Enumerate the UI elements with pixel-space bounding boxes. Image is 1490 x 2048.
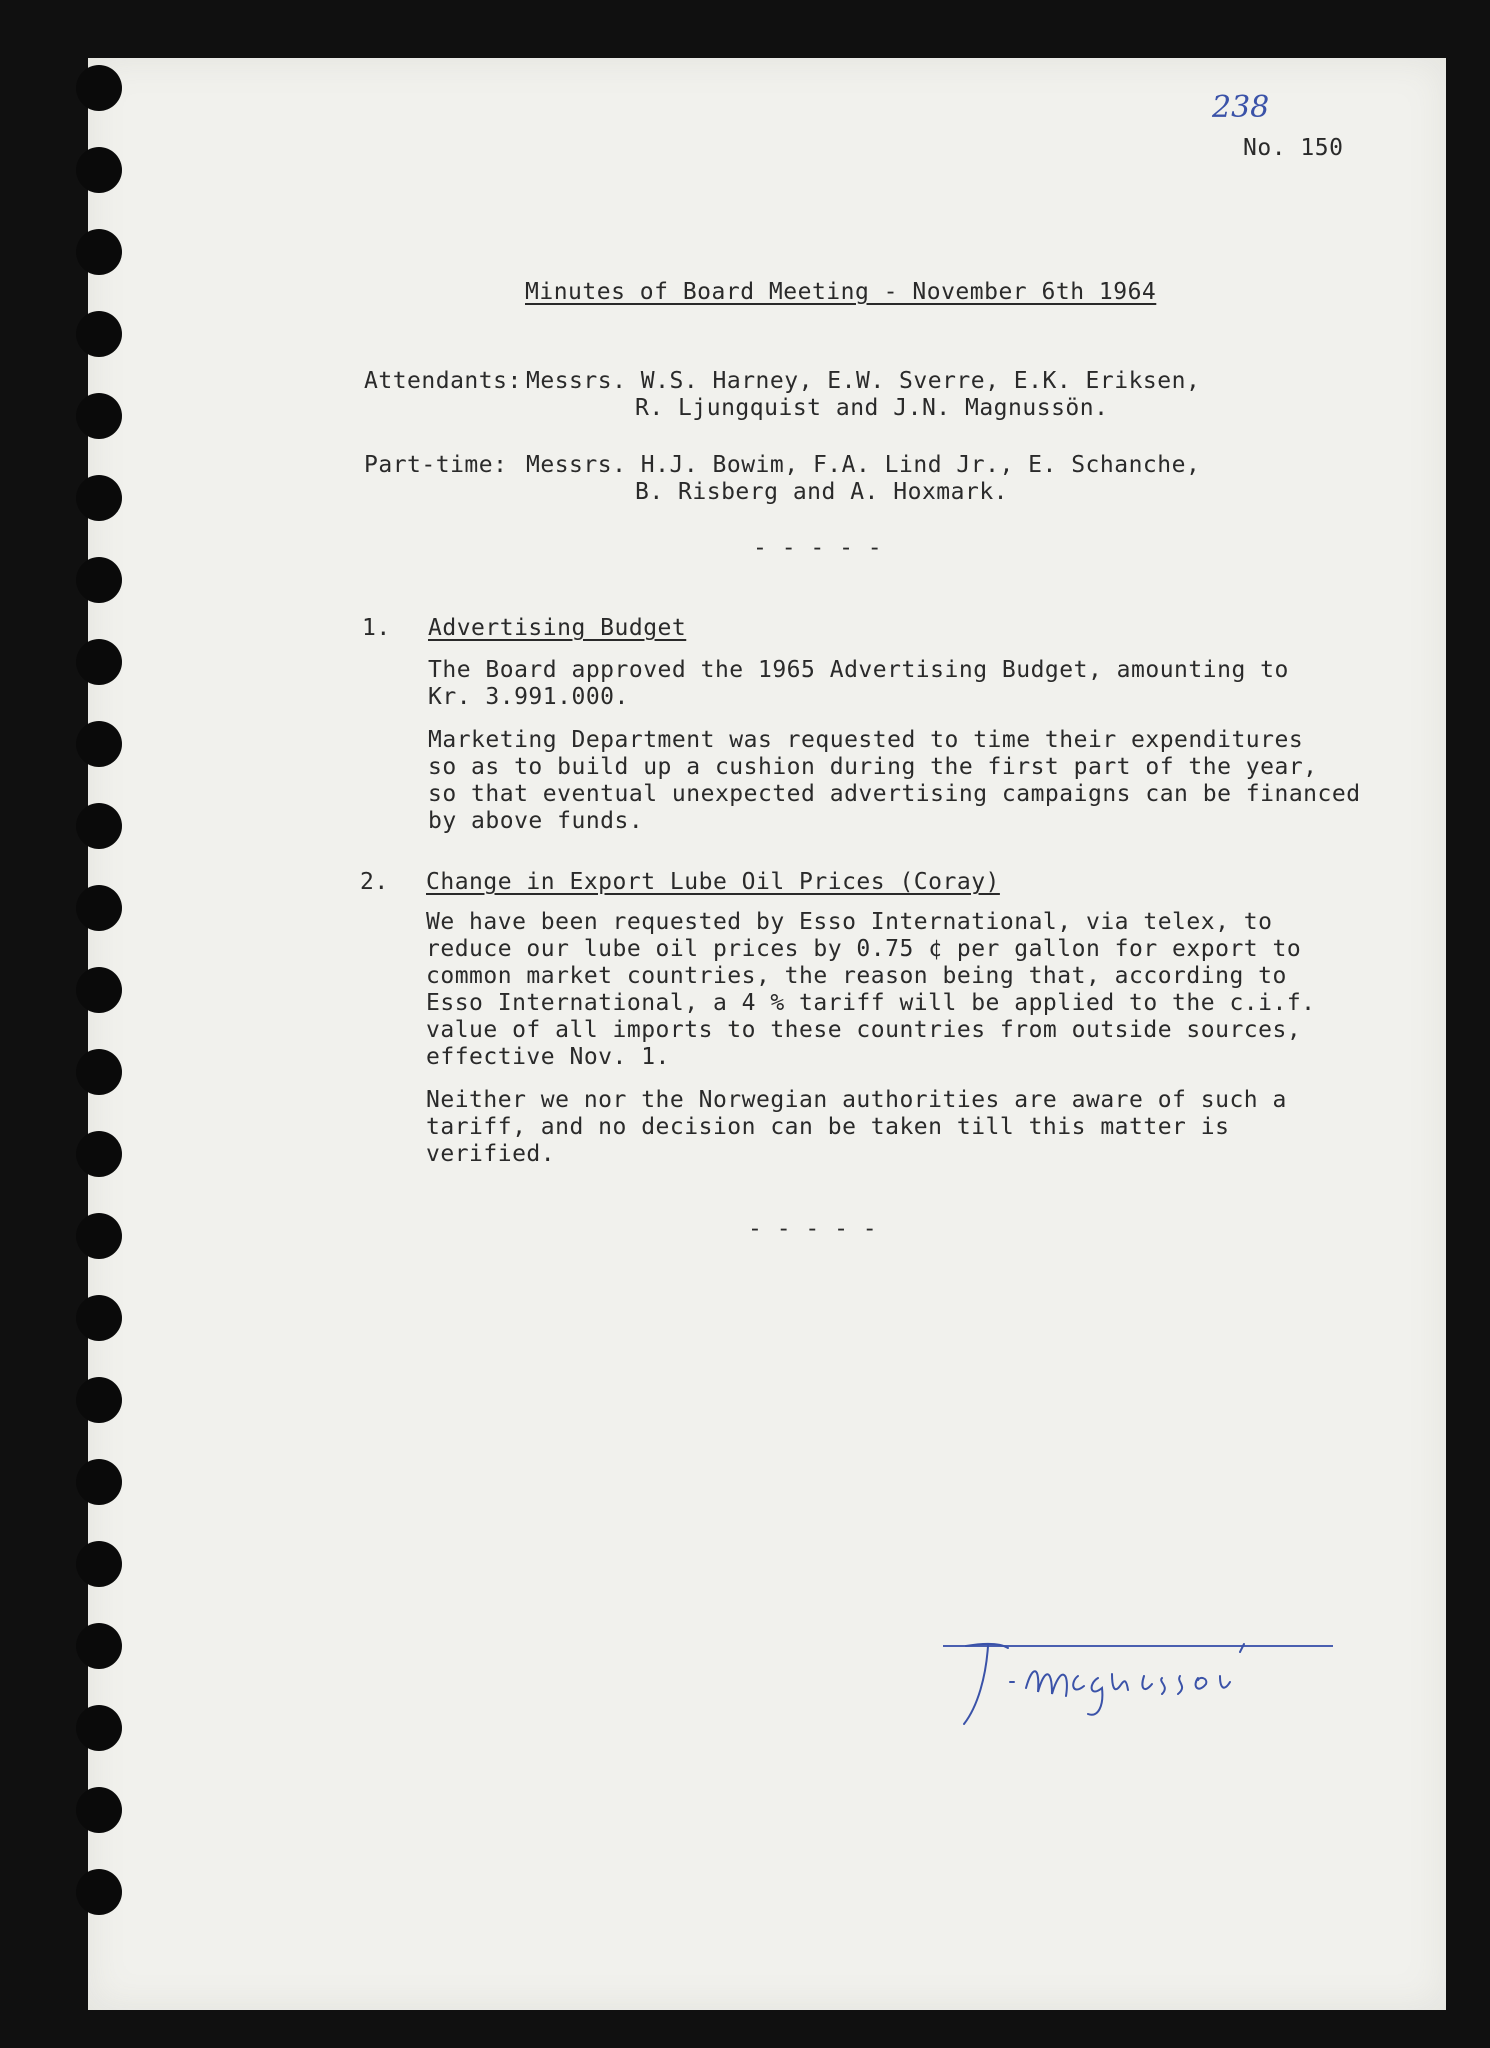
binder-hole (76, 721, 122, 767)
item-text-line: common market countries, the reason being that, according to (426, 963, 1287, 989)
binder-hole (76, 1623, 122, 1669)
binder-hole (76, 1705, 122, 1751)
binder-hole (76, 1869, 122, 1915)
binder-hole (76, 475, 122, 521)
item-text-line: Esso International, a 4 % tariff will be applied to the c.i.f. (426, 990, 1316, 1016)
item-text-line: effective Nov. 1. (426, 1044, 670, 1070)
separator: - - - - - (753, 535, 883, 561)
binder-hole (76, 1787, 122, 1833)
item-text-line: verified. (426, 1141, 556, 1167)
binder-hole (76, 229, 122, 275)
part-time-line: Messrs. H.J. Bowim, F.A. Lind Jr., E. Schanche, (526, 452, 1201, 478)
separator: - - - - - (748, 1216, 878, 1242)
binder-hole (76, 393, 122, 439)
binder-hole (76, 1295, 122, 1341)
binder-hole (76, 1131, 122, 1177)
binder-hole (76, 1459, 122, 1505)
item-text-line: Neither we nor the Norwegian authorities are aware of such a (426, 1087, 1287, 1113)
attendants-line: Messrs. W.S. Harney, E.W. Sverre, E.K. Eriksen, (526, 368, 1201, 394)
binder-hole (76, 311, 122, 357)
document-title: Minutes of Board Meeting - November 6th 1964 (525, 279, 1157, 305)
part-time-line: B. Risberg and A. Hoxmark. (635, 479, 1009, 505)
item-text-line: reduce our lube oil prices by 0.75 ¢ per gallon for export to (426, 936, 1302, 962)
item-text-line: The Board approved the 1965 Advertising Budget, amounting to (428, 657, 1289, 683)
binder-hole (76, 885, 122, 931)
binder-hole (76, 1049, 122, 1095)
item-text-line: so that eventual unexpected advertising campaigns can be financed (428, 781, 1361, 807)
binder-hole (76, 1377, 122, 1423)
binder-hole (76, 639, 122, 685)
binder-hole (76, 967, 122, 1013)
attendants-line: R. Ljungquist and J.N. Magnussön. (635, 395, 1109, 421)
binder-hole (76, 147, 122, 193)
item-text-line: Marketing Department was requested to time their expenditures (428, 727, 1304, 753)
document-number: No. 150 (1243, 135, 1344, 161)
item-number: 2. (360, 869, 389, 895)
binder-hole (76, 1541, 122, 1587)
item-heading: Advertising Budget (428, 615, 687, 641)
attendants-label: Attendants: (364, 368, 522, 394)
binder-hole (76, 803, 122, 849)
item-text-line: so as to build up a cushion during the first part of the year, (428, 754, 1318, 780)
binder-hole (76, 65, 122, 111)
item-number: 1. (362, 615, 391, 641)
signature-image (948, 1636, 1348, 1736)
document-page (88, 58, 1446, 2010)
item-text-line: value of all imports to these countries from outside sources, (426, 1017, 1302, 1043)
item-text-line: by above funds. (428, 808, 644, 834)
binder-hole (76, 557, 122, 603)
item-text-line: We have been requested by Esso International, via telex, to (426, 909, 1273, 935)
item-text-line: tariff, and no decision can be taken till this matter is (426, 1114, 1230, 1140)
part-time-label: Part-time: (364, 452, 508, 478)
binder-hole (76, 1213, 122, 1259)
handwritten-page-number: 238 (1212, 90, 1270, 125)
item-heading: Change in Export Lube Oil Prices (Coray) (426, 869, 1000, 895)
item-text-line: Kr. 3.991.000. (428, 684, 629, 710)
